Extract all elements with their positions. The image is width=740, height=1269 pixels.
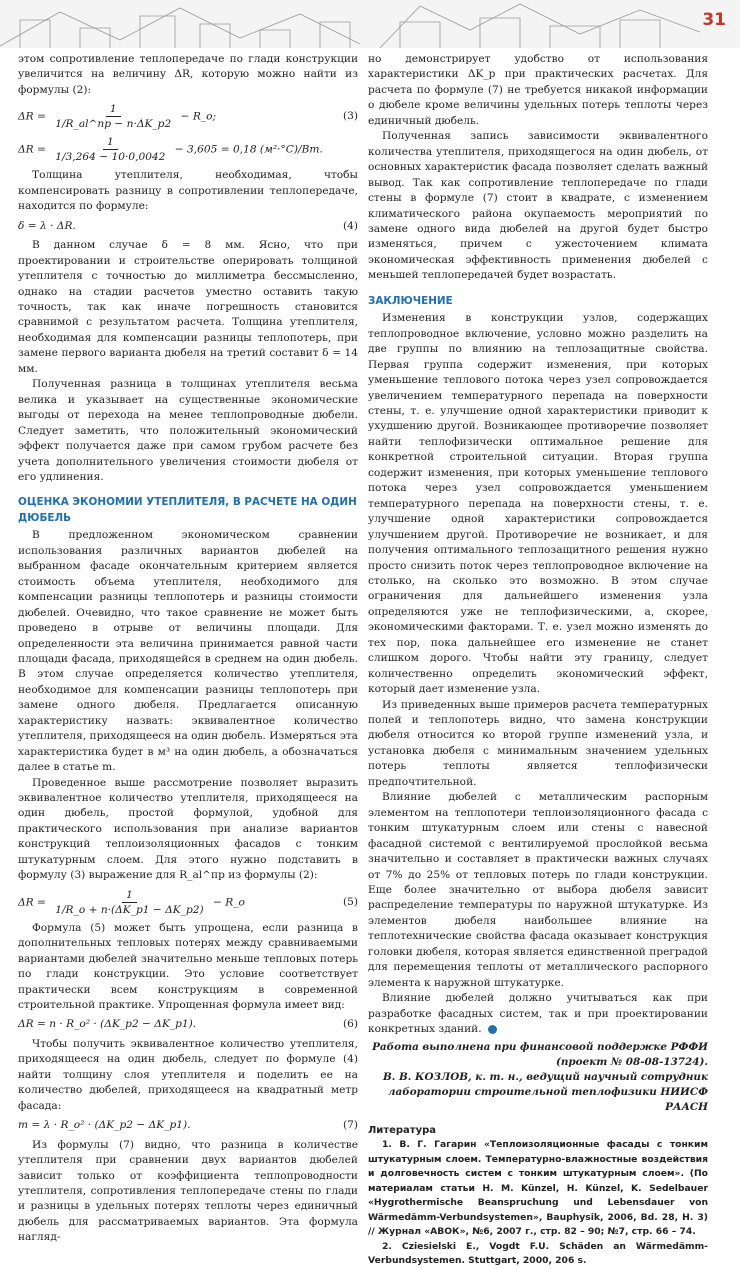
paragraph: Полученная разница в толщинах утеплителя весьма велика и указывает на существенные экономические выгоды от перехода на менее теплопроводные дюбели. Следует заметить, что положительный экономический эффект получается даже при самом грубом расчете без учета дополнительного увеличения стоимости дюбеля от его удлинения.	[18, 378, 358, 483]
paragraph: Влияние дюбелей с металлическим распорным элементом на теплопотери теплоизоляционного фасада с тонким штукатурным слоем или стены с навесной фасадной системой с вентилируемой прослойкой весьма значительно и составляет в практически важных случаях от 7% до 25% от тепловых потерь по глади конструкции. Еще более значительно от выбора дюбеля зависит распределение температуры по наружной штукатурке. Из элементов дюбеля наибольшее влияние на теплотехнические свойства фасада оказывает конструкция головки дюбеля, которая является единственной преградой для перемещения теплоты от металлического распорного элемента к наружной штукатурке.	[368, 791, 708, 989]
end-mark-icon	[488, 1025, 497, 1034]
formula-3-calc: ΔR = $\frac{1}{1/3,264 - 10\cdot 0,0042}$ − 3,605 = 0,18 (м²·°С)/Вт.	[18, 136, 323, 164]
page-header-illustration	[0, 0, 740, 48]
paragraph: В предложенном экономическом сравнении использования различных вариантов дюбелей на выбранном фасаде окончательным критерием является стоимость объема утеплителя, необходимого для компенсации разницы теплопотерь и разницы стоимости дюбелей. Очевидно, что такое сравнение не может быть проведено в отрыве от величины площади. Для определенности эта величина принимается равной части площади фасада, приходящейся в среднем на один дюбель. В этом случае определяется количество утеплителя, необходимое для компенсации разницы теплопотерь при замене одного дюбеля. Предлагается описанную характеристику назвать: эквивалентное количество утеплителя, приходящееся на один дюбель. Измеряться эта характеристика будет в м³ на один дюбель, а обозначаться далее в статье m.	[18, 529, 358, 774]
paragraph: Чтобы получить эквивалентное количество утеплителя, приходящееся на один дюбель, следует по формуле (4) найти толщину слоя утеплителя и поделить ее на количество дюбелей, приходящееся на квадратный метр фасада:	[18, 1037, 358, 1112]
acknowledgement: Работа выполнена при финансовой поддержке РФФИ (проект № 08-08-13724).	[372, 1040, 708, 1068]
author-info: В. В. КОЗЛОВ, к. т. н., ведущий научный сотрудник лаборатории строительной теплофизики НИИСФ РААСН	[383, 1070, 708, 1113]
reference-item: 1. В. Г. Гагарин «Теплоизоляционные фасады с тонким штукатурным слоем. Температурно-влажностные воздействия и долговечность систем с тонким штукатурным слоем». (По материалам статьи H. M. Künzel, H. Künzel, K. Sedelbauer «Hygrothermische Beanspruchung und Lebensdauer von Wärmedämm-Verbundsystemen», Bauphysik, 2006, Bd. 28, H. 3) // Журнал «АВОК», №6, 2007 г., стр. 82 – 90; №7, стр. 66 – 74.	[368, 1139, 708, 1237]
right-column	[368, 52, 708, 1269]
paragraph: Полученная запись зависимости эквивалентного количества утеплителя, приходящегося на один дюбель, от основных характеристик фасада позволяет сделать важный вывод. Так как сопротивление теплопередаче по глади стены в формуле (7) стоит в квадрате, с изменением климатического района окупаемость мероприятий по замене одного вида дюбелей на другой будет быстро изменяться, причем с ужесточением климата экономическая эффективность применения дюбелей с меньшей теплопередачей будет возрастать.	[368, 130, 708, 282]
formula-4: δ = λ · ΔR. (4)	[18, 219, 358, 232]
references-title: Литература	[368, 1124, 437, 1136]
paragraph: Изменения в конструкции узлов, содержащих теплопроводное включение, условно можно разделить на две группы по влиянию на теплозащитные свойства. Первая группа содержит изменения, при которых уменьшение теплового потока через узел сопровождается увеличением температурного перепада на поверхности стены, т. е. улучшение одной характеристики приводит к ухудшению другой. Возникающее противоречие позволяет найти теплофизически оптимальное решение для конкретной строительной ситуации. Вторая группа содержит изменения, при которых уменьшение теплового потока через узел сопровождается уменьшением температурного перепада на поверхности стены, т. е. улучшение одной характеристики сопровождается улучшением другой. Противоречие не возникает, и для получения оптимального теплозащитного решения нужно просто снизить поток через теплопроводное включение на столько, на сколько это возможно. В этом случае ограничения для дальнейшего изменения узла определяются уже не теплофизическими, а, скорее, экономическими факторами. Т. е. узел можно изменять до тех пор, пока дальнейшее его изменение не станет слишком дорого. Чтобы найти эту границу, следует количественно определить экономический эффект, который дает изменение узла.	[368, 312, 708, 696]
paragraph-final: Влияние дюбелей должно учитываться как при разработке фасадных систем, так и при проектировании конкретных зданий.	[368, 992, 708, 1036]
formula-5: ΔR = $\frac{1}{1/R\_o + n\cdot(\Delta K\_p1 - \Delta K\_p2)}$ − R_o (5)	[18, 888, 358, 916]
reference-item: 2. Cziesielski E., Vogdt F.U. Schäden an Wärmedämm-Verbundsystemen. Stuttgart, 2000, 206 s.	[368, 1240, 708, 1266]
paragraph: Из формулы (7) видно, что разница в количестве утеплителя при сравнении двух вариантов дюбелей зависит только от коэффициента теплопроводности утеплителя, сопротивления теплопередаче стены по глади и разницы в удельных потерях теплоты через единичный дюбель для рассматриваемых вариантов. Эта формула нагляд-	[18, 1138, 358, 1244]
section-heading: ОЦЕНКА ЭКОНОМИИ УТЕПЛИТЕЛЯ, В РАСЧЕТЕ НА ОДИН ДЮБЕЛЬ	[18, 496, 357, 524]
paragraph: Формула (5) может быть упрощена, если разница в дополнительных тепловых потерях между сравниваемыми вариантами дюбелей значительно меньше тепловых потерь по глади конструкции. Это условие соответствует практически всем конструкциям в современной строительной практике. Упрощенная формула имеет вид:	[18, 921, 358, 1012]
formula-3: ΔR = $\frac{1}{1/R\_al\^{}пр - n\cdot\Delta K\_p2}$ − R_o; (3)	[18, 103, 358, 131]
page-number: 31	[702, 10, 726, 30]
paragraph: Толщина утеплителя, необходимая, чтобы компенсировать разницу в сопротивлении теплопередаче, находится по формуле:	[18, 169, 358, 213]
section-heading: ЗАКЛЮЧЕНИЕ	[368, 294, 453, 307]
paragraph: Из приведенных выше примеров расчета температурных полей и теплопотерь видно, что замена конструкции дюбеля относится ко второй группе изменений узла, и установка дюбеля с минимальным значением удельных потерь теплоты является теплофизически предпочтительной.	[368, 698, 708, 788]
paragraph: но демонстрирует удобство от использования характеристики ΔK_p при практических расчетах. Для расчета по формуле (7) не требуется никакой информации о дюбеле кроме величины удельных потерь теплоты через единичный дюбель.	[368, 53, 708, 127]
left-column	[18, 52, 358, 1246]
formula-6: ΔR = n · R_o² · (ΔK_p2 − ΔK_p1). (6)	[18, 1018, 358, 1031]
formula-7: m = λ · R_o² · (ΔK_p2 − ΔK_p1). (7)	[18, 1119, 358, 1132]
paragraph: Проведенное выше рассмотрение позволяет выразить эквивалентное количество утеплителя, приходящееся на один дюбель, простой формулой, удобной для практического использования при анализе вариантов конструкций теплоизоляционных фасадов с тонким штукатурным слоем. Для этого нужно подставить в формулу (3) выражение для R_al^пр из формулы (2):	[18, 776, 358, 882]
paragraph: этом сопротивление теплопередаче по глади конструкции увеличится на величину ΔR, которую можно найти из формулы (2):	[18, 53, 358, 96]
paragraph: В данном случае δ = 8 мм. Ясно, что при проектировании и строительстве оперировать толщиной утеплителя с точностью до миллиметра бессмысленно, однако на стадии расчетов уместно оставить такую точность, так как иначе погрешность становится сравнимой с результатом расчета. Толщина утеплителя, необходимая для компенсации разницы теплопотерь, при замене первого варианта дюбеля на третий составит δ = 14 мм.	[18, 239, 358, 375]
